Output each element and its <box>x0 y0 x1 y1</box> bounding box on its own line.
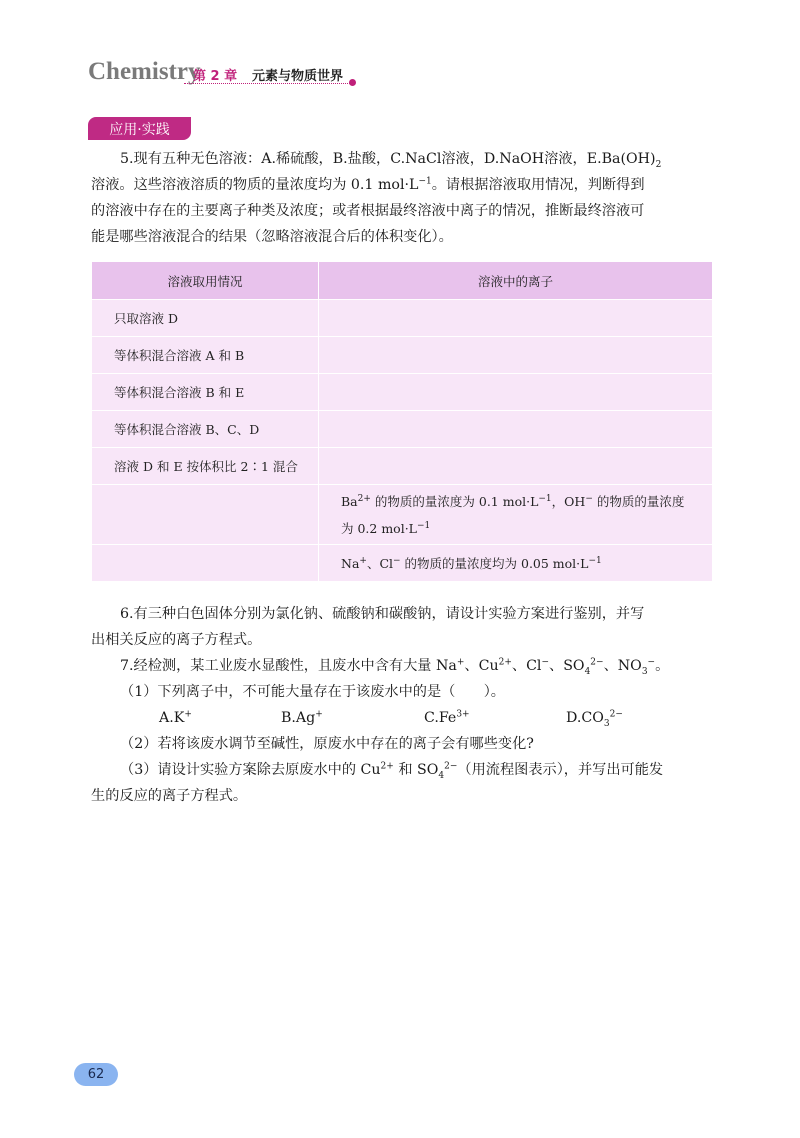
table-cell-usage: 等体积混合溶液 A 和 B <box>92 337 319 374</box>
q5-line-4: 能是哪些溶液混合的结果（忽略溶液混合后的体积变化）。 <box>91 229 453 245</box>
q6-line-2: 出相关反应的离子方程式。 <box>91 632 262 648</box>
table-cell-ions <box>319 300 713 337</box>
table-cell-usage <box>92 485 319 545</box>
chapter-number: 第 2 章 <box>193 69 238 84</box>
table-cell-usage: 溶液 D 和 E 按体积比 2∶1 混合 <box>92 448 319 485</box>
chapter-title: 元素与物质世界 <box>252 69 344 84</box>
question-6 <box>91 601 713 653</box>
table-cell-ions <box>319 448 713 485</box>
page-number: 62 <box>74 1063 118 1086</box>
table-cell-ions <box>319 337 713 374</box>
q5-line-2: 溶液。这些溶液溶质的物质的量浓度均为 0.1 $mol\cdot L^{-1}$。请根据溶液取用情况，判断得到 <box>91 176 645 193</box>
q7-sub-1: （1）下列离子中，不可能大量存在于该废水中的是（ ）。 <box>120 684 505 700</box>
table-cell-usage: 等体积混合溶液 B、C、D <box>92 411 319 448</box>
q7-sub-3-cont: 生的反应的离子方程式。 <box>91 788 248 804</box>
header-brand: Chemistry <box>88 58 201 85</box>
q5-line-3: 的溶液中存在的主要离子种类及浓度；或者根据最终溶液中离子的情况，推断最终溶液可 <box>91 203 645 219</box>
table-cell-usage <box>92 545 319 582</box>
table-row <box>92 411 713 448</box>
table-row <box>92 448 713 485</box>
q5-line-1: 5.现有五种无色溶液：A.稀硫酸，B.盐酸，C.NaCl溶液，D.NaOH溶液，$E.Ba(OH)_2$ <box>120 151 662 170</box>
q7-options <box>91 705 713 731</box>
table-cell-ions <box>319 411 713 448</box>
table-row <box>92 374 713 411</box>
table-cell-ions <box>319 374 713 411</box>
section-label: 应用·实践 <box>88 117 191 140</box>
table-header-ions: 溶液中的离子 <box>319 262 713 300</box>
table-cell-ions: $Ba^{2+}$ 的物质的量浓度为 0.1 $mol\cdot L^{-1}$，OH− 的物质的量浓度 为 0.2 $mol\cdot L^{-1}$ <box>319 485 713 545</box>
q6-line-1: 6.有三种白色固体分别为氯化钠、硫酸钠和碳酸钠，请设计实验方案进行鉴别，并写 <box>120 606 645 622</box>
option-a: A.K+ <box>159 709 192 726</box>
header-rule <box>184 83 350 84</box>
ion-table <box>91 261 713 582</box>
option-b: B.Ag+ <box>281 709 323 726</box>
table-cell-ions: Na+、Cl− 的物质的量浓度均为 0.05 $mol\cdot L^{-1}$ <box>319 545 713 582</box>
q7-intro: 7.经检测，某工业废水显酸性，且废水中含有大量 Na+、$Cu^{2+}$、Cl−、$SO_4^{2-}$、$NO_3^-$。 <box>120 657 670 677</box>
q7-sub-2: （2）若将该废水调节至碱性，原废水中存在的离子会有哪些变化? <box>120 736 534 752</box>
table-header-usage: 溶液取用情况 <box>92 262 319 300</box>
table-row <box>92 337 713 374</box>
option-c: $C.Fe^{3+}$ <box>424 709 470 726</box>
table-cell-usage: 只取溶液 D <box>92 300 319 337</box>
table-cell-usage: 等体积混合溶液 B 和 E <box>92 374 319 411</box>
q7-sub-3: （3）请设计实验方案除去原废水中的 $Cu^{2+}$ 和 $SO_4^{2-}$（用流程图表示），并写出可能发 <box>120 761 664 781</box>
table-row <box>92 545 713 582</box>
table-row <box>92 300 713 337</box>
question-7 <box>91 653 713 809</box>
table-row <box>92 485 713 545</box>
option-d: $D.CO_3^{2-}$ <box>566 709 623 729</box>
header-dot <box>349 79 356 86</box>
question-5 <box>91 146 713 250</box>
